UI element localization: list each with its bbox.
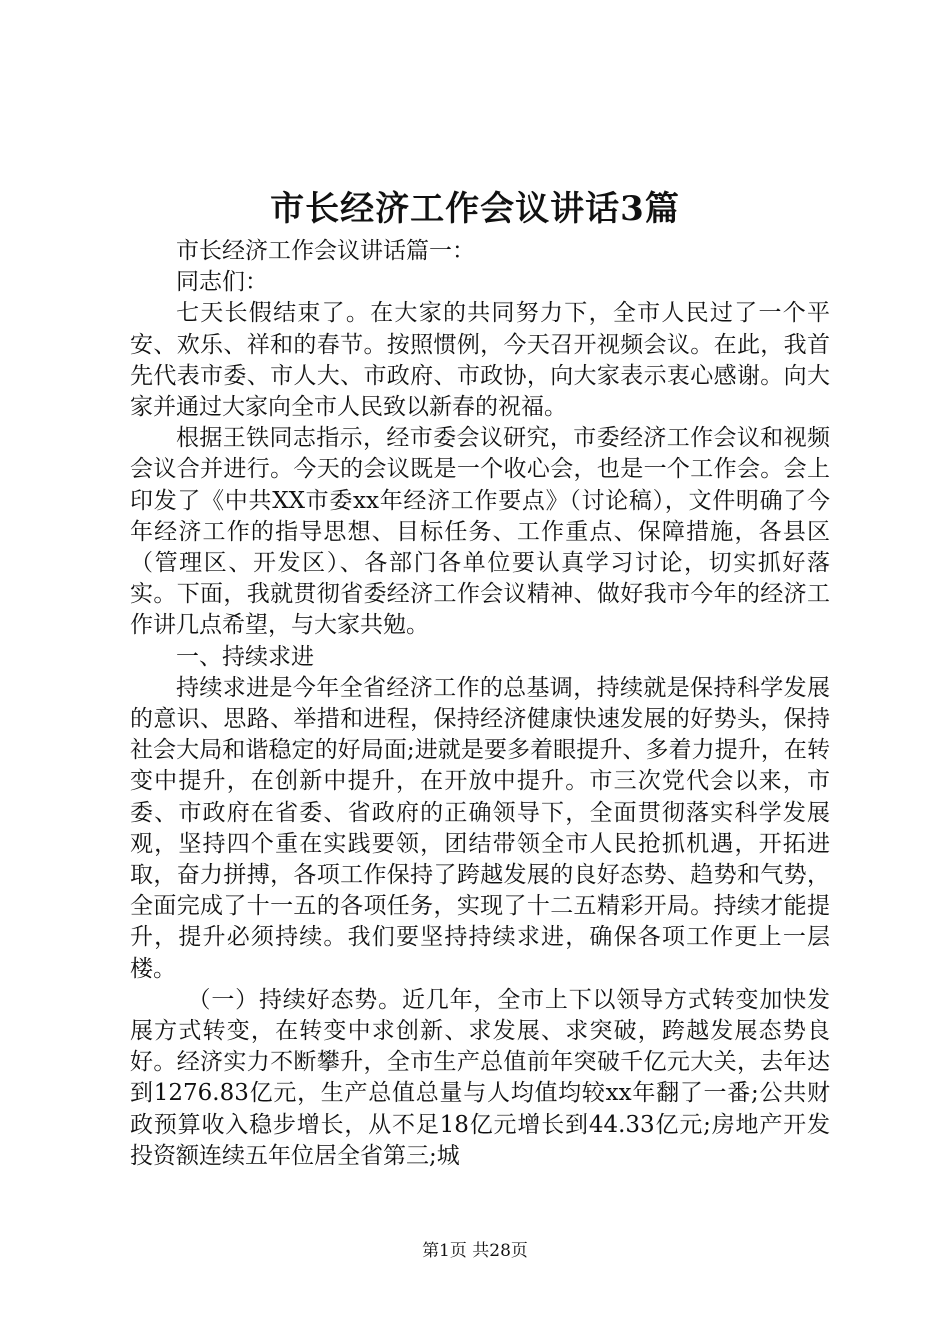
page-number-footer: 第1页 共28页 [422,1241,528,1261]
body-paragraph: 根据王铁同志指示，经市委会议研究，市委经济工作会议和视频会议合并进行。今天的会议既是一个收心会，也是一个工作会。会上印发了《中共XX市委xx年经济工作要点》（讨论稿），文件明确了今年经济工作的指导思想、目标任务、工作重点、保障措施，各县区（管理区、开发区）、各部门各单位要认真学习讨论，切实抓好落实。下面，我就贯彻省委经济工作会议精神、做好我市今年的经济工作讲几点希望，与大家共勉。 [130,425,830,639]
body-paragraph: 持续求进是今年全省经济工作的总基调，持续就是保持科学发展的意识、思路、举措和进程，保持经济健康快速发展的好势头，保持社会大局和谐稳定的好局面;进就是要多着眼提升、多着力提升，在转变中提升，在创新中提升，在开放中提升。市三次党代会以来，市委、市政府在省委、省政府的正确领导下，全面贯彻落实科学发展观，坚持四个重在实践要领，团结带领全市人民抢抓机遇，开拓进取，奋力拼搏，各项工作保持了跨越发展的良好态势、趋势和气势，全面完成了十一五的各项任务，实现了十二五精彩开局。持续才能提升，提升必须持续。我们要坚持持续求进，确保各项工作更上一层楼。 [130,674,830,982]
document-title: 市长经济工作会议讲话3篇 [270,189,680,229]
body-paragraph: 七天长假结束了。在大家的共同努力下，全市人民过了一个平安、欢乐、祥和的春节。按照惯例，今天召开视频会议。在此，我首先代表市委、市人大、市政府、市政协，向大家表示衷心感谢。向大家并通过大家向全市人民致以新春的祝福。 [130,300,830,421]
salutation: 同志们： [176,269,268,296]
speech-heading: 市长经济工作会议讲话篇一： [176,238,475,264]
document-body [130,236,830,1172]
section-heading: 一、持续求进 [176,643,314,670]
subsection-paragraph: （一）持续好态势。近几年，全市上下以领导方式转变加快发展方式转变，在转变中求创新、求发展、求突破，跨越发展态势良好。经济实力不断攀升，全市生产总值前年突破千亿元大关，去年达到1276.83亿元，生产总值总量与人均值均较xx年翻了一番;公共财政预算收入稳步增长，从不足18亿元增长到44.33亿元;房地产开发投资额连续五年位居全省第三;城 [130,986,830,1169]
